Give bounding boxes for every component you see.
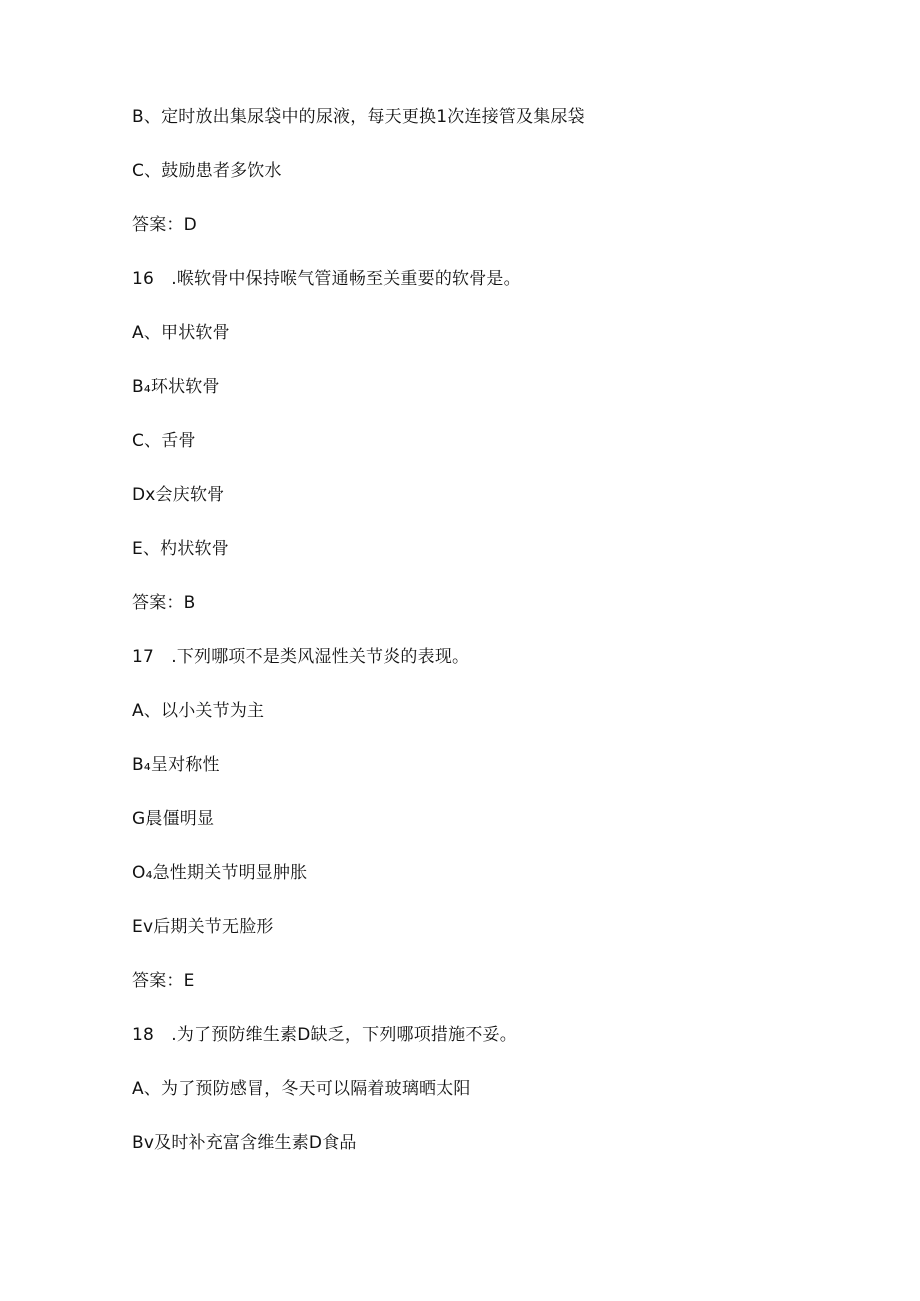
answer-17: 答案：E	[132, 971, 195, 991]
question-16: 16 .喉软骨中保持喉气管通畅至关重要的软骨是。	[132, 269, 521, 289]
option-b-urine-bag: B、定时放出集尿袋中的尿液，每天更换1次连接管及集尿袋	[132, 107, 585, 127]
q16-option-d: Dx会庆软骨	[132, 485, 225, 505]
q17-option-c: G晨僵明显	[132, 809, 215, 829]
q16-option-c: C、舌骨	[132, 431, 196, 451]
answer-16: 答案：B	[132, 593, 196, 613]
answer-15: 答案：D	[132, 215, 197, 235]
q16-option-e: E、杓状软骨	[132, 539, 229, 559]
option-c-drink-water: C、鼓励患者多饮水	[132, 161, 282, 181]
q17-option-e: Ev后期关节无脸形	[132, 917, 274, 937]
q18-option-a: A、为了预防感冒，冬天可以隔着玻璃晒太阳	[132, 1079, 471, 1099]
q16-option-a: A、甲状软骨	[132, 323, 230, 343]
q17-option-b: B₄呈对称性	[132, 755, 220, 775]
question-18: 18 .为了预防维生素D缺乏，下列哪项措施不妥。	[132, 1025, 517, 1045]
q17-option-d: O₄急性期关节明显肿胀	[132, 863, 308, 883]
question-17: 17 .下列哪项不是类风湿性关节炎的表现。	[132, 647, 470, 667]
q17-option-a: A、以小关节为主	[132, 701, 265, 721]
q16-option-b: B₄环状软骨	[132, 377, 220, 397]
q18-option-b: Bv及时补充富含维生素D食品	[132, 1133, 357, 1153]
